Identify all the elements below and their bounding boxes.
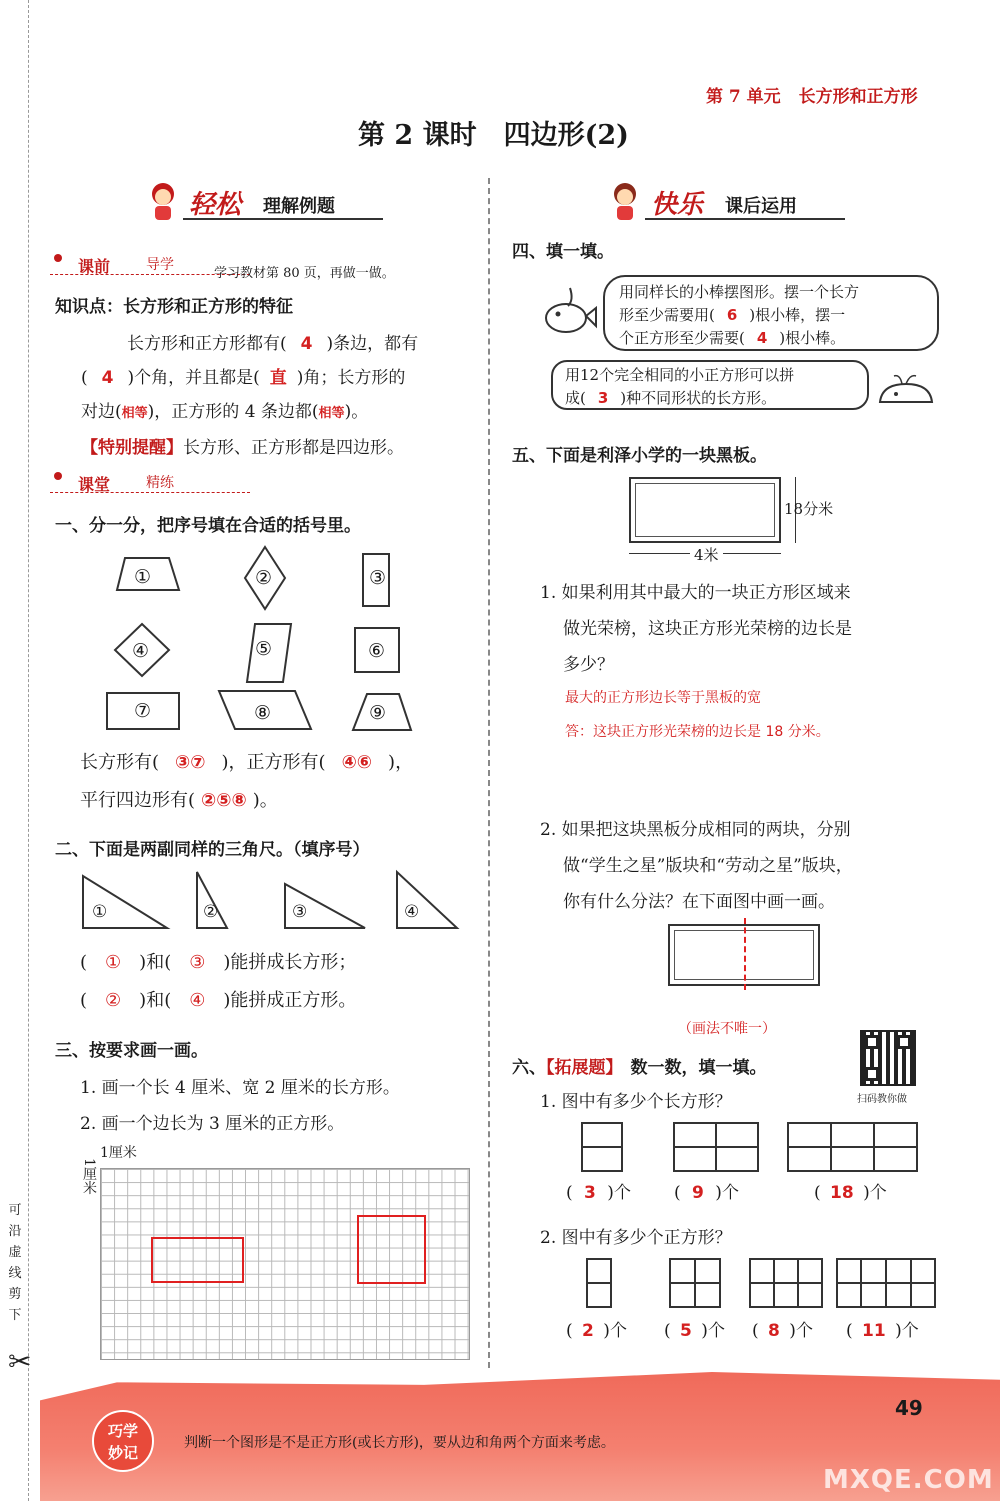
answer-parallelograms: ②⑤⑧ — [201, 790, 247, 811]
q5-answer-2: 答：这块正方形光荣榜的边长是 18 分米。 — [565, 724, 830, 740]
unit-text: 个 — [901, 1321, 919, 1341]
q4-title: 四、填一填。 — [512, 242, 614, 262]
q6-part2: 2. 图中有多少个正方形？ — [540, 1228, 732, 1248]
q2-answer-line-2 — [80, 982, 490, 1020]
q1-answer-line-2 — [80, 782, 490, 820]
q1-title: 一、分一分，把序号填在合适的括号里。 — [55, 516, 361, 536]
class-tag — [50, 470, 210, 494]
q-text: )和( — [139, 952, 172, 973]
triangle-label-2: ② — [203, 902, 219, 922]
k-text: )，正方形的 4 条边都( — [147, 402, 319, 422]
fig3-line — [787, 1146, 918, 1148]
right-banner-big: 快乐 — [651, 190, 704, 220]
fig6-line — [797, 1258, 799, 1308]
unit-text: 个 — [795, 1321, 813, 1341]
unit-text: 个 — [613, 1183, 631, 1203]
q5-title: 五、下面是利泽小学的一块黑板。 — [512, 446, 767, 466]
q5-sub1-line: 做光荣榜，这块正方形光荣榜的边长是 — [563, 619, 852, 639]
answer-sides: 4 — [300, 334, 313, 354]
q6-title-text: 数一数，填一填。 — [630, 1058, 767, 1078]
right-banner — [605, 180, 865, 224]
q3-title: 三、按要求画一画。 — [55, 1041, 208, 1061]
fig7-line — [860, 1258, 862, 1308]
class-tag-sub: 精练 — [146, 475, 174, 491]
q2-title: 二、下面是两副同样的三角尺。（填序号） — [55, 840, 370, 860]
q5-sub2-line: 你有什么分法？在下面图中画一画。 — [563, 892, 835, 912]
answer-angles: 4 — [101, 368, 114, 388]
preview-text: 学习教材第 80 页，再做一做。 — [214, 266, 395, 281]
q1-answer-line-1 — [80, 744, 490, 782]
unit-text: 个 — [707, 1321, 725, 1341]
answer-equal-1: 相等 — [121, 406, 148, 421]
q-text: ( — [80, 990, 88, 1011]
triangle-label-3: ③ — [292, 902, 308, 922]
triangle-label-1: ① — [92, 902, 108, 922]
fig3-line — [830, 1122, 832, 1172]
unit-text: 个 — [721, 1183, 739, 1203]
answer-count: 11 — [862, 1321, 886, 1341]
q2-answer-line-1 — [80, 944, 490, 982]
knowledge-line-3 — [55, 395, 485, 431]
p2-answer-1: ( 2 )个 — [566, 1321, 627, 1341]
unit-text: 个 — [869, 1183, 887, 1203]
bubble-text: 用12个完全相同的小正方形可以拼 — [565, 366, 795, 384]
bubble-text: 用同样长的小棒摆图形。摆一个长方 — [619, 283, 860, 301]
tip-label: 【特别提醒】 — [81, 438, 183, 458]
tag-dot-icon — [54, 254, 62, 262]
banner-underline — [183, 218, 383, 220]
q-text: )，正方形有( — [221, 752, 326, 773]
page-number: 49 — [895, 1396, 923, 1420]
q-text: )和( — [139, 990, 172, 1011]
q5-sub1-line: 1. 如果利用其中最大的一块正方形区域来 — [540, 583, 851, 603]
answer-squares: ④⑥ — [341, 752, 373, 773]
k-text: )。 — [344, 402, 369, 422]
k-text: )角；长方形的 — [296, 368, 406, 388]
answer-square-b: ④ — [189, 990, 206, 1011]
badge-line-1: 巧学 — [107, 1422, 138, 1440]
left-banner-small: 理解例题 — [263, 196, 335, 217]
qr-corner — [865, 1035, 879, 1049]
width-label: 4米 — [690, 544, 723, 565]
answer-count: 9 — [692, 1183, 704, 1203]
q-text: )能拼成正方形。 — [223, 990, 357, 1011]
q6-title-number: 六、 — [512, 1058, 546, 1078]
tag-underline — [50, 492, 250, 493]
shape-label-7: ⑦ — [134, 700, 152, 722]
badge-line-2: 妙记 — [107, 1444, 138, 1462]
q-text: ( — [80, 952, 88, 973]
unit-text: 个 — [609, 1321, 627, 1341]
fig7-line — [910, 1258, 912, 1308]
knowledge-line-2 — [55, 361, 485, 395]
preview-tag-sub: 导学 — [146, 257, 174, 273]
girl-mascot-icon — [143, 180, 183, 224]
fish-icon — [540, 278, 598, 342]
k-text: 长方形和正方形都有( — [127, 334, 287, 354]
qr-code-icon[interactable] — [860, 1030, 916, 1086]
boy-mascot-icon — [605, 180, 645, 224]
tip-badge — [92, 1410, 154, 1472]
p1-answer-2: ( 9 )个 — [674, 1183, 739, 1203]
k-text: )条边，都有 — [326, 334, 419, 354]
answer-count: 5 — [680, 1321, 692, 1341]
blackboard-inner — [635, 483, 775, 537]
answer-rect-b: ③ — [189, 952, 206, 973]
answer-square-a: ② — [105, 990, 122, 1011]
scissors-icon: ✂ — [8, 1345, 32, 1378]
triangle-label-4: ④ — [404, 902, 420, 922]
q-text: )， — [388, 752, 414, 773]
q1-answers — [80, 744, 490, 820]
left-banner-big: 轻松 — [189, 190, 242, 220]
q5-sub2-line: 2. 如果把这块黑板分成相同的两块，分别 — [540, 820, 851, 840]
qr-corner — [865, 1067, 879, 1081]
fig6-line — [749, 1282, 823, 1284]
right-banner-small: 课后运用 — [725, 196, 797, 217]
answer-shapes: 3 — [597, 389, 609, 407]
lesson-title: 第 2 课时 四边形(2) — [358, 120, 629, 151]
q6-title — [512, 1053, 767, 1078]
drawn-square — [357, 1215, 426, 1284]
bubble-text: 形至少需要用( — [619, 306, 715, 324]
p2-answer-2: ( 5 )个 — [664, 1321, 725, 1341]
k-text: 对边( — [81, 402, 122, 422]
cut-hint: 可沿虚线剪下 — [8, 1203, 22, 1323]
speech-bubble-1 — [603, 275, 939, 351]
blackboard — [629, 477, 781, 543]
tip-text: 长方形、正方形都是四边形。 — [183, 438, 404, 458]
footer-tip: 判断一个图形是不是正方形(或长方形)，要从边和角两个方面来考虑。 — [184, 1435, 615, 1451]
unit-label-vertical: 1厘米 — [81, 1158, 97, 1195]
q-text: )能拼成长方形； — [223, 952, 357, 973]
shape-label-6: ⑥ — [368, 640, 386, 662]
fig5-line — [694, 1258, 696, 1308]
answer-equal-2: 相等 — [318, 406, 345, 421]
left-banner — [143, 180, 393, 224]
answer-rect-sticks: 6 — [726, 306, 738, 324]
q3-item-2: 2. 画一个边长为 3 厘米的正方形。 — [80, 1114, 345, 1134]
fig7-line — [885, 1258, 887, 1308]
bubble-text: )根小棒。 — [779, 329, 846, 347]
knowledge-title: 知识点：长方形和正方形的特征 — [55, 297, 293, 317]
fig1-line — [581, 1146, 623, 1148]
unit-label-horizontal: 1厘米 — [100, 1145, 137, 1161]
tag-dot-icon — [54, 472, 62, 480]
split-line — [744, 918, 746, 990]
p1-answer-1: ( 3 )个 — [566, 1183, 631, 1203]
q3-items — [80, 1070, 400, 1142]
qr-corner — [897, 1035, 911, 1049]
shape-label-2: ② — [255, 567, 273, 589]
height-label: 18分米 — [784, 500, 834, 518]
shape-label-8: ⑧ — [254, 702, 272, 724]
drawn-rectangle — [151, 1237, 244, 1283]
knowledge-body — [55, 327, 485, 465]
q-text: 平行四边形有( — [80, 790, 196, 811]
fig3-line — [873, 1122, 875, 1172]
answer-count: 3 — [584, 1183, 596, 1203]
p2-answer-3: ( 8 )个 — [752, 1321, 813, 1341]
q5-sub1-line: 多少？ — [563, 655, 614, 675]
answer-rect-a: ① — [105, 952, 122, 973]
q5-sub2 — [540, 812, 940, 920]
preview-tag — [50, 252, 210, 276]
preview-tag-label: 课前 — [78, 257, 111, 276]
p1-answer-3: ( 18 )个 — [814, 1183, 887, 1203]
class-tag-label: 课堂 — [78, 475, 111, 494]
shape-label-1: ① — [134, 566, 152, 588]
bubble-text: )根小棒，摆一 — [749, 306, 846, 324]
tip-line — [55, 431, 485, 465]
q-text: 长方形有( — [80, 752, 160, 773]
k-text: ( — [81, 368, 88, 388]
whale-icon — [874, 372, 938, 412]
q5-sub2-line: 做“学生之星”版块和“劳动之星”版块， — [563, 856, 853, 876]
k-text: )个角，并且都是( — [127, 368, 260, 388]
answer-rectangles: ③⑦ — [175, 752, 206, 773]
q6-title-tag: 【拓展题】 — [546, 1058, 623, 1078]
cut-line — [28, 0, 29, 1501]
qr-caption: 扫码教你做 — [857, 1094, 907, 1105]
bubble-text: )种不同形状的长方形。 — [620, 389, 777, 407]
q2-answers — [80, 944, 490, 1020]
knowledge-line-1 — [55, 327, 485, 361]
fig2-line — [715, 1122, 717, 1172]
shape-label-4: ④ — [132, 640, 150, 662]
fig4-line — [586, 1282, 612, 1284]
shape-label-9: ⑨ — [369, 702, 387, 724]
fig6-line — [773, 1258, 775, 1308]
watermark: MXQE.COM — [823, 1465, 994, 1495]
answer-square-sticks: 4 — [756, 329, 768, 347]
banner-underline — [645, 218, 845, 220]
answer-count: 2 — [582, 1321, 594, 1341]
q1-shapes — [95, 540, 475, 740]
answer-right: 直 — [269, 368, 287, 388]
shape-label-3: ③ — [369, 567, 387, 589]
unit-number: 第 7 单元 — [706, 87, 781, 107]
q-text: )。 — [252, 790, 278, 811]
answer-count: 18 — [830, 1183, 854, 1203]
bubble-text: 成( — [565, 389, 586, 407]
speech-bubble-2 — [551, 360, 869, 410]
shape-label-5: ⑤ — [255, 638, 273, 660]
q5-answer-1: 最大的正方形边长等于黑板的宽 — [565, 690, 761, 706]
unit-title: 长方形和正方形 — [798, 87, 918, 107]
q6-part1: 1. 图中有多少个长方形？ — [540, 1092, 732, 1112]
q3-item-1: 1. 画一个长 4 厘米、宽 2 厘米的长方形。 — [80, 1078, 400, 1098]
q5-note: （画法不唯一） — [678, 1021, 776, 1037]
q5-sub1 — [540, 575, 940, 683]
unit-header — [706, 82, 918, 107]
p2-answer-4: ( 11 )个 — [846, 1321, 919, 1341]
bubble-text: 个正方形至少需要( — [619, 329, 745, 347]
answer-count: 8 — [768, 1321, 780, 1341]
